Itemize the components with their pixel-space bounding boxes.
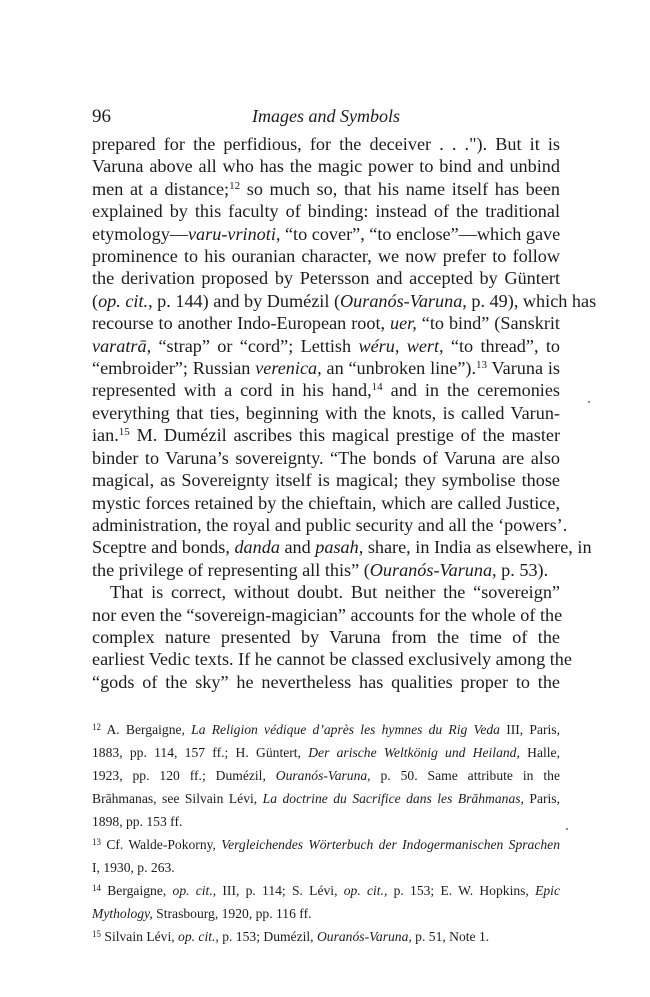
text-line: explained by this faculty of binding: instead of the traditional [92, 201, 560, 222]
text-line: ian.$^{15}$ M. Dumézil ascribes this magical prestige of the master [92, 425, 560, 446]
footnote-number: 12 [92, 722, 101, 732]
footnote-ref: 15 [118, 426, 130, 439]
text-line: prepared for the perfidious, for the deceiver . . ."). But it is [92, 134, 560, 154]
text-line: mystic forces retained by the chieftain, which are called Justice, [92, 492, 560, 513]
text-line: “embroider”; Russian verenica, an “unbroken line”).$^{13}$ Varuna is [92, 358, 560, 379]
text-line: That is correct, without doubt. But neither the “sovereign” [110, 582, 560, 603]
page-number: 96 [92, 106, 111, 127]
text-line: administration, the royal and public security and all the ‘powers’. [92, 514, 568, 535]
text-line: the privilege of representing all this” (Ouranós-Varuna, p. 53). [92, 559, 549, 580]
running-title: Images and Symbols [252, 106, 400, 126]
text-line: complex nature presented by Varuna from the time of the [92, 626, 560, 647]
text-line: earliest Vedic texts. If he cannot be classed exclusively among the [92, 649, 572, 670]
text-line: represented with a cord in his hand,$^{14}$ and in the ceremonies [92, 380, 560, 401]
text-line: etymology—varu-vrinoti, “to cover”, “to enclose”—which gave [92, 223, 561, 244]
print-speck [588, 401, 590, 403]
text-line: recourse to another Indo-European root, uer, “to bind” (Sanskrit [92, 313, 560, 334]
footnote-13: $^{13}$ Cf. Walde-Pokorny, Vergleichendes Wörterbuch der Indogermanischen Sprachen [92, 837, 561, 852]
footnote-ref: 12 [229, 179, 241, 192]
text-line: prominence to his ouranian character, we now prefer to follow [92, 246, 560, 267]
footnote-line: 1898, pp. 153 ff. [92, 814, 183, 829]
footnote-line: 1923, pp. 120 ff.; Dumézil, Ouranós-Varuna, p. 50. Same attribute in the [92, 768, 560, 783]
footnote-line: Mythology, Strasbourg, 1920, pp. 116 ff. [92, 906, 312, 921]
footnotes [92, 718, 560, 948]
footnote-line: 1883, pp. 114, 157 ff.; H. Güntert, Der arische Weltkönig und Heiland, Halle, [92, 745, 560, 760]
footnote-line: I, 1930, p. 263. [92, 860, 175, 875]
footnote-number: 15 [92, 929, 101, 939]
text-line: Varuna above all who has the magic power to bind and unbind [92, 156, 560, 177]
footnote-12: $^{12}$ A. Bergaigne, La Religion védique d’après les hymnes du Rig Veda III, Paris, [92, 722, 560, 737]
body-text [92, 133, 597, 693]
footnote-15: $^{15}$ Silvain Lévi, op. cit., p. 153; Dumézil, Ouranós-Varuna, p. 51, Note 1. [92, 929, 490, 944]
footnote-number: 13 [92, 837, 101, 847]
text-line: Sceptre and bonds, danda and pasah, share, in India as elsewhere, in [92, 537, 592, 558]
text-line: (op. cit., p. 144) and by Dumézil (Ouranós-Varuna, p. 49), which has [92, 290, 597, 311]
footnote-number: 14 [92, 883, 101, 893]
text-line: the derivation proposed by Petersson and accepted by Güntert [92, 268, 560, 289]
footnote-ref: 13 [476, 359, 488, 372]
footnote-line: Brāhmanas, see Silvain Lévi, La doctrine du Sacrifice dans les Brāhmanas, Paris, [92, 791, 560, 806]
text-line: everything that ties, beginning with the knots, is called Varun- [92, 402, 560, 423]
print-speck [566, 828, 568, 830]
page-header [92, 106, 560, 128]
text-line: magical, as Sovereignty itself is magical; they symbolise those [92, 470, 560, 491]
text-line: nor even the “sovereign-magician” accounts for the whole of the [92, 604, 563, 625]
text-line: binder to Varuna’s sovereignty. “The bonds of Varuna are also [92, 447, 560, 468]
footnote-14: $^{14}$ Bergaigne, op. cit., III, p. 114; S. Lévi, op. cit., p. 153; E. W. Hopkins, Epic [92, 883, 560, 898]
footnote-ref: 14 [371, 381, 383, 394]
text-line: men at a distance;$^{12}$ so much so, that his name itself has been [92, 178, 561, 199]
text-line: varatrā, “strap” or “cord”; Lettish wéru, wert, “to thread”, to [92, 335, 560, 356]
text-line: “gods of the sky” he nevertheless has qualities proper to the [92, 671, 560, 692]
